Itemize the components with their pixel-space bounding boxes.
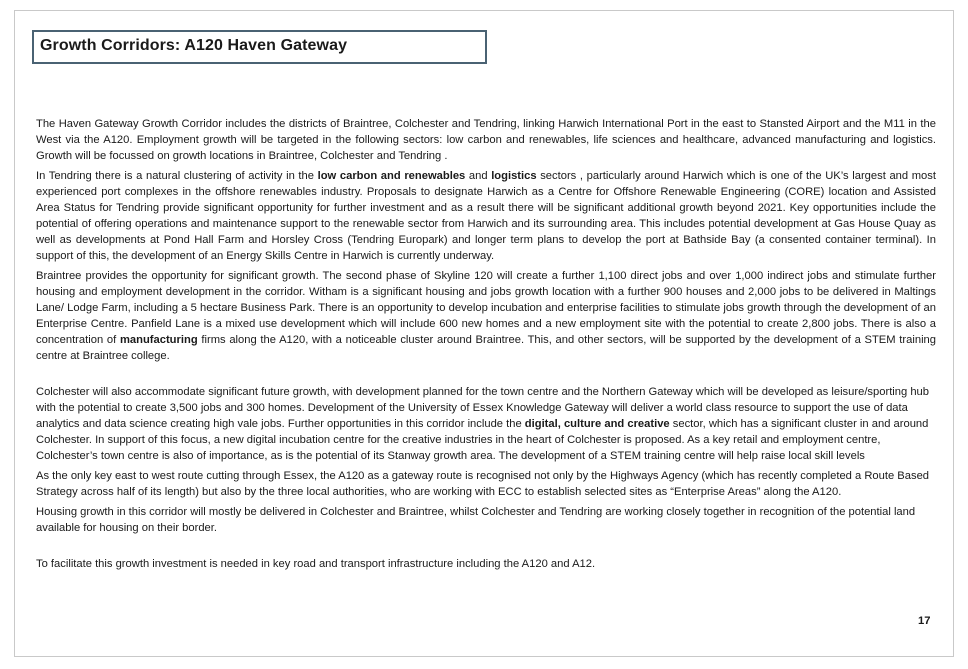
paragraph-braintree bbox=[36, 268, 936, 364]
text-run: In Tendring there is a natural clustering of activity in the bbox=[36, 170, 318, 182]
bold-sector-low-carbon: low carbon and renewables bbox=[317, 170, 466, 182]
text-run: firms along the A120, with a noticeable cluster around Braintree. This, and other sectors, will be supported by the development of a STEM training centre at Braintree college. bbox=[36, 334, 937, 362]
text-run: Colchester will also accommodate significant future growth, with development planned for the town centre and the Northern Gateway which will be developed as leisure/sporting hub with the potential to create 3,500 jobs and 300 homes. Development of the University of Essex Knowledge Gateway will deliver a world class resource to support the use of data analytics and data science creating high vale jobs. Further opportunities in this corridor include the bbox=[36, 386, 930, 430]
text-run: Braintree provides the opportunity for significant growth. The second phase of Skyline 120 will create a further 1,100 direct jobs and over 1,000 indirect jobs and stimulate further housing and employment development in the corridor. Witham is a significant housing and jobs growth location with a further 900 houses and 2,000 jobs to be delivered in Maltings Lane/ Lodge Farm, including a 5 hectare Business Park. There is an opportunity to develop incubation and enterprise facilities to stimulate jobs growth through the development of an Enterprise Centre. Panfield Lane is a mixed use development which will include 600 new homes and a new employment site with the potential to create 2,800 jobs. There is also a concentration of bbox=[36, 270, 936, 346]
paragraph-colchester bbox=[36, 384, 936, 464]
bold-sector-manufacturing: manufacturing bbox=[119, 334, 198, 346]
paragraph-housing: Housing growth in this corridor will mostly be delivered in Colchester and Braintree, whilst Colchester and Tendring are working closely together in recognition of the potential land available for housing on their border. bbox=[36, 506, 916, 534]
bold-sector-digital-creative: digital, culture and creative bbox=[524, 418, 670, 430]
document-page bbox=[14, 10, 954, 657]
paragraph-corridor-overview: The Haven Gateway Growth Corridor includes the districts of Braintree, Colchester and Tendring, linking Harwich International Port in the east to Stansted Airport and the M11 in the West via the A120. Employment growth will be targeted in the following sectors: low carbon and renewables, life sciences and healthcare, advanced manufacturing and logistics. Growth will be focussed on growth locations in Braintree, Colchester and Tendring . bbox=[36, 118, 936, 162]
bold-sector-logistics: logistics bbox=[491, 170, 537, 182]
text-run: sector, which has a significant cluster in and around Colchester. In support of this focus, a new digital incubation centre for the creative industries in the heart of Colchester is proposed. As a key retail and employment centre, Colchester’s town centre is also of importance, as is the potential of its Stanway growth area. The development of a STEM training centre will help raise local skill levels bbox=[36, 418, 929, 462]
page-title: Growth Corridors: A120 Haven Gateway bbox=[32, 30, 487, 64]
paragraph-infrastructure: To facilitate this growth investment is needed in key road and transport infrastructure including the A120 and A12. bbox=[36, 558, 596, 570]
text-run: sectors , particularly around Harwich which is one of the UK’s largest and most experienced port complexes in the offshore renewables industry. Proposals to designate Harwich as a Centre for Offshore Renewable Engineering (CORE) location and Assisted Area Status for Tendring provide significant opportunity for further investment and as a result there will be significant additional growth beyond 2021. Key opportunities include the potential of offering operations and maintenance support to the renewable sector from Harwich and its surrounding area. This includes potential development at Gas House Quay as well as developments at Pond Hall Farm and Horsley Cross (Tendring Europark) and longer term plans to develop the port at Bathside Bay (a consented container terminal). In support of this, the development of an Energy Skills Centre in Harwich is currently underway. bbox=[36, 170, 936, 262]
document-body bbox=[36, 116, 936, 572]
paragraph-tendring bbox=[36, 168, 936, 264]
paragraph-a120-route: As the only key east to west route cutting through Essex, the A120 as a gateway route is recognised not only by the Highways Agency (which has recently completed a Route Based Strategy across half of its length) but also by the three local authorities, who are working with ECC to establish selected sites as “Enterprise Areas” along the A120. bbox=[36, 470, 930, 498]
page-number: 17 bbox=[918, 615, 931, 627]
text-run: and bbox=[465, 170, 492, 182]
